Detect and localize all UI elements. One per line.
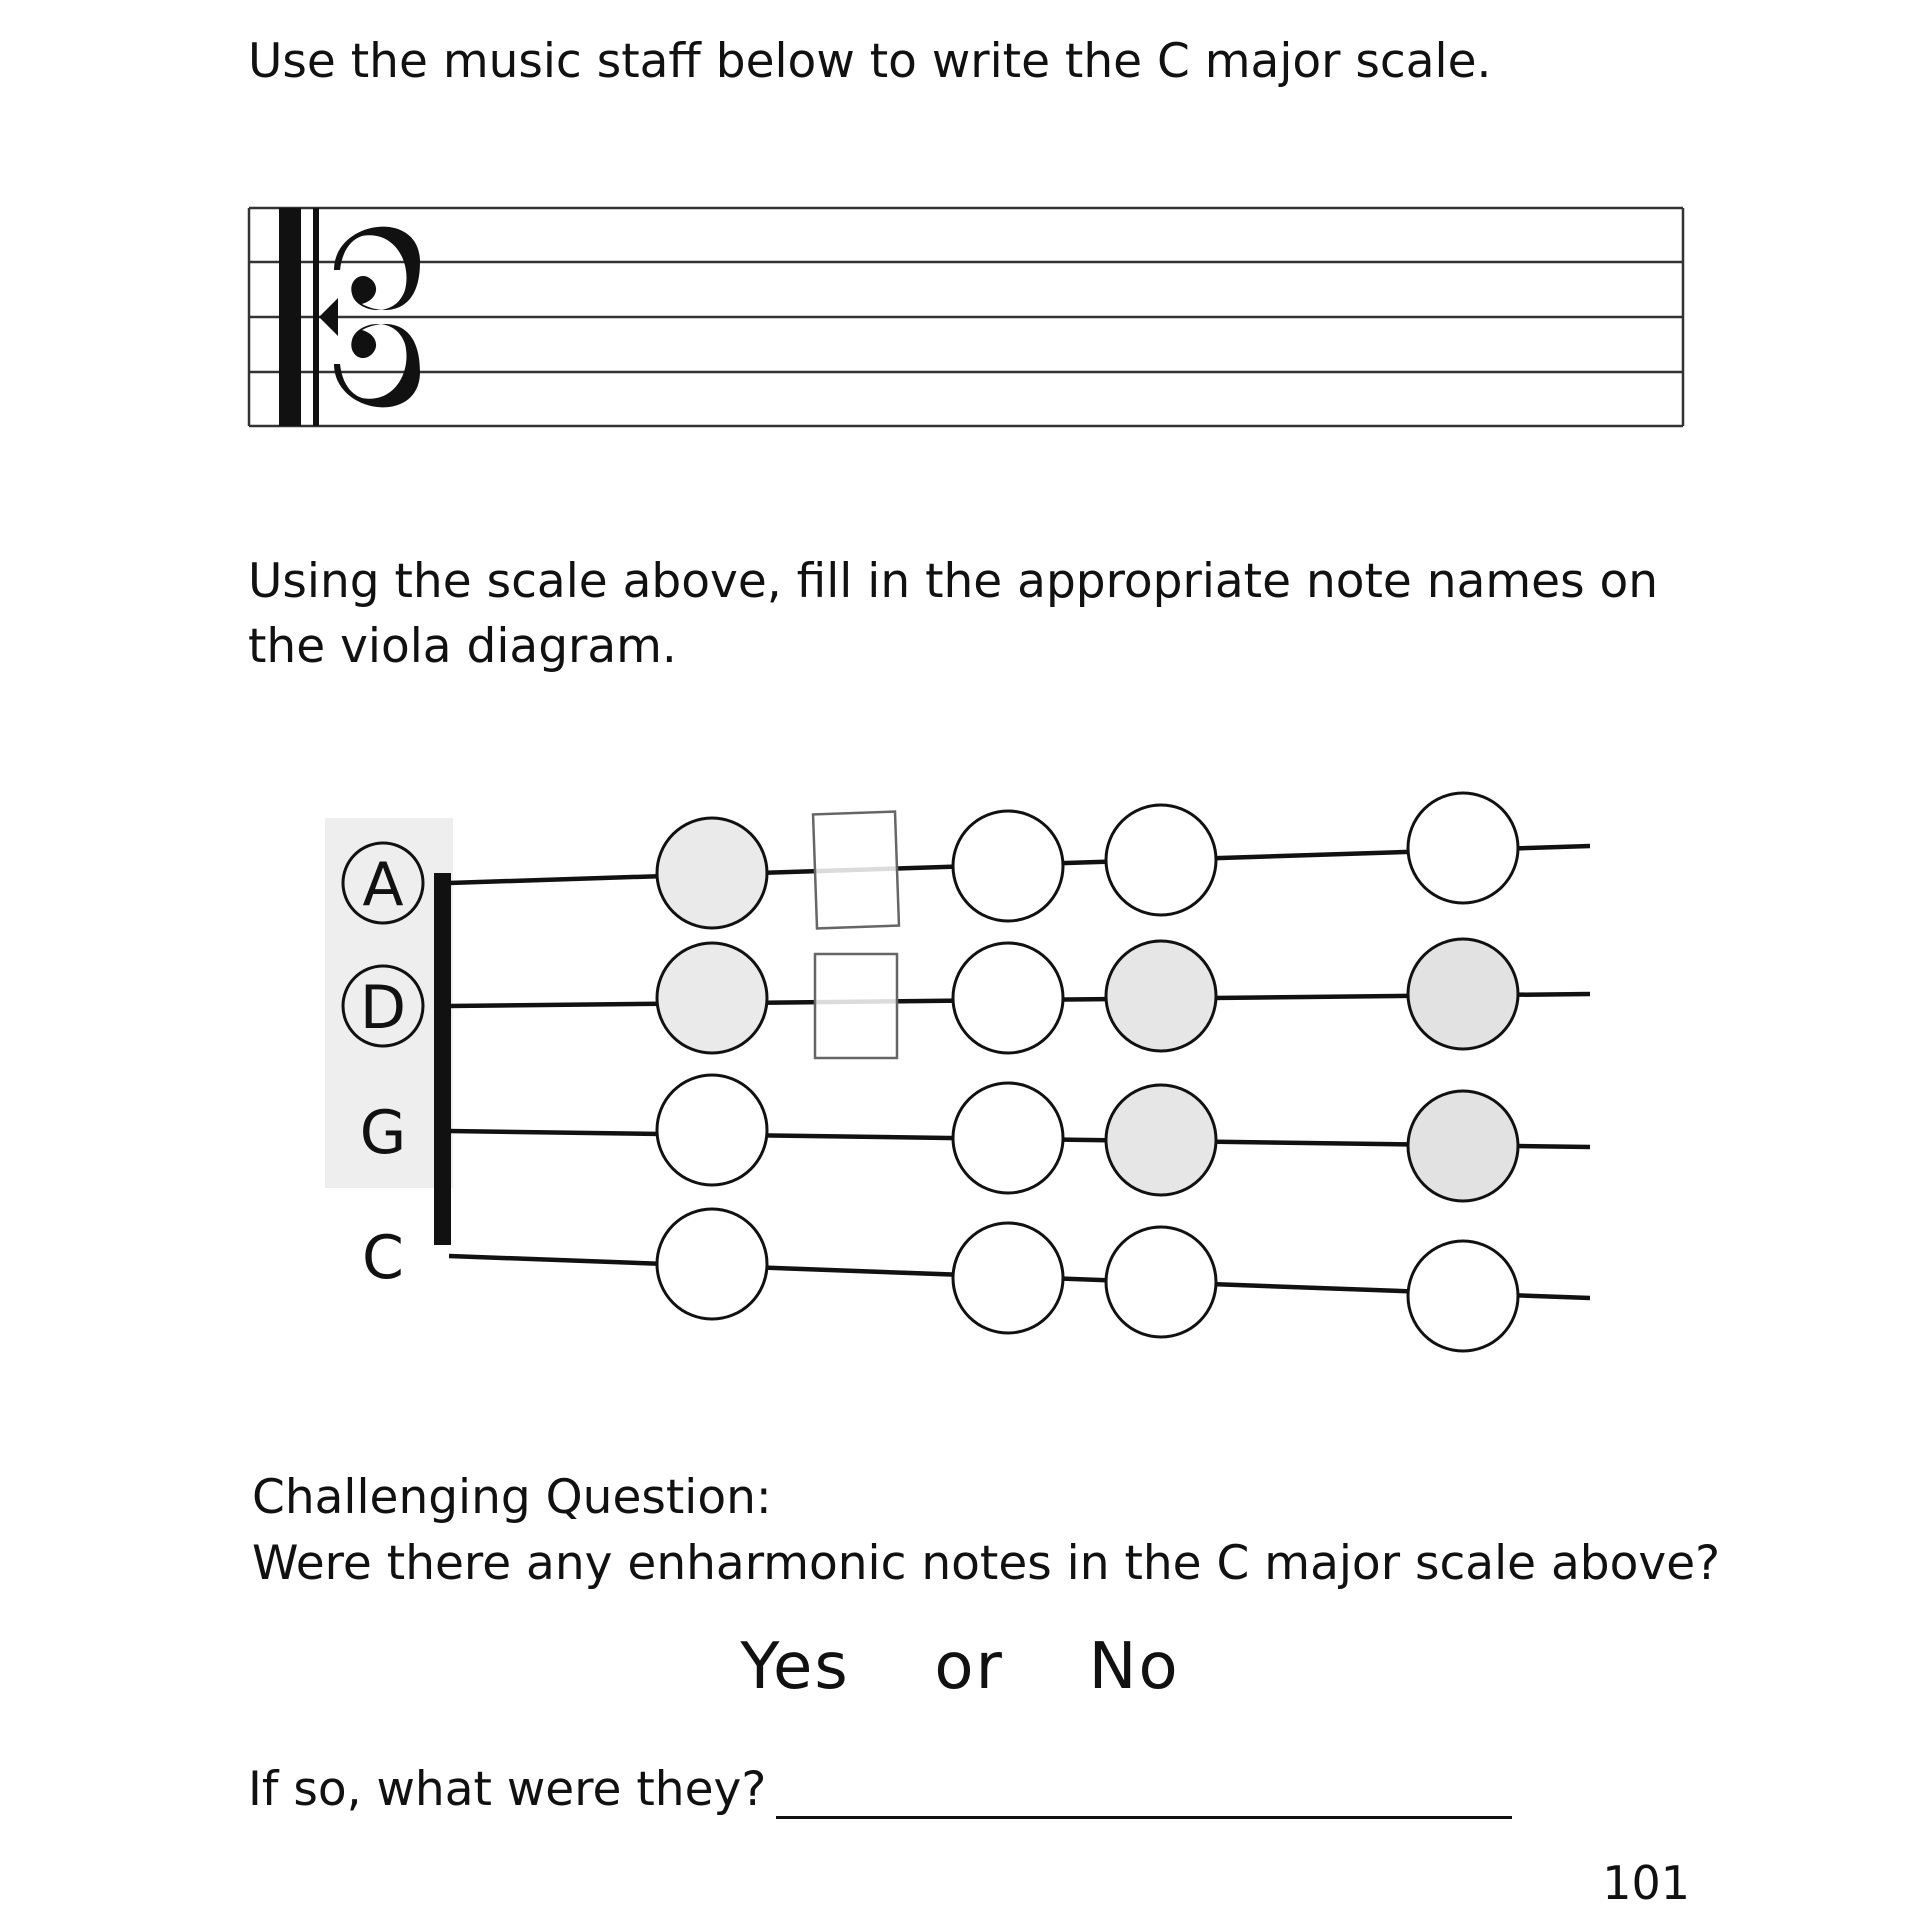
string-label-d: D [359, 973, 407, 1043]
string-label-a: A [362, 850, 404, 920]
yes-no-choice [0, 1630, 1920, 1704]
note-circle-c-3[interactable] [1106, 1227, 1216, 1337]
page-number: 101 [1602, 1856, 1690, 1910]
note-circle-d-2[interactable] [953, 943, 1063, 1053]
instruction-fill-diagram: Using the scale above, fill in the appropriate note names on the viola diagram. [248, 554, 1659, 674]
viola-diagram [0, 780, 1920, 1360]
half-step-box-d[interactable] [815, 954, 897, 1058]
answer-blank-line[interactable] [776, 1816, 1512, 1819]
note-circle-g-1[interactable] [657, 1075, 767, 1185]
note-circle-c-4[interactable] [1408, 1241, 1518, 1351]
instruction-write-scale: Use the music staff below to write the C major scale. [248, 34, 1492, 89]
note-circle-d-1[interactable] [657, 943, 767, 1053]
note-circle-c-1[interactable] [657, 1209, 767, 1319]
half-step-box-a[interactable] [813, 812, 899, 929]
note-circle-g-2[interactable] [953, 1083, 1063, 1193]
note-circle-a-4[interactable] [1408, 793, 1518, 903]
music-staff[interactable] [0, 200, 1920, 440]
note-circle-d-4[interactable] [1408, 939, 1518, 1049]
string-label-c: C [362, 1223, 404, 1293]
nut [434, 873, 451, 1245]
note-circle-g-4[interactable] [1408, 1091, 1518, 1201]
note-circle-d-3[interactable] [1106, 941, 1216, 1051]
string-label-g: G [359, 1098, 407, 1168]
note-circle-a-2[interactable] [953, 811, 1063, 921]
note-circle-a-3[interactable] [1106, 805, 1216, 915]
note-circle-g-3[interactable] [1106, 1085, 1216, 1195]
follow-up-question: If so, what were they? [248, 1762, 767, 1817]
yes-option[interactable]: Yes [740, 1630, 850, 1704]
note-circle-a-1[interactable] [657, 818, 767, 928]
note-circle-c-2[interactable] [953, 1223, 1063, 1333]
no-option[interactable]: No [1088, 1630, 1180, 1704]
challenge-question: Were there any enharmonic notes in the C major scale above? [252, 1536, 1721, 1591]
challenge-label: Challenging Question: [252, 1470, 772, 1525]
or-text: or [934, 1630, 1004, 1704]
